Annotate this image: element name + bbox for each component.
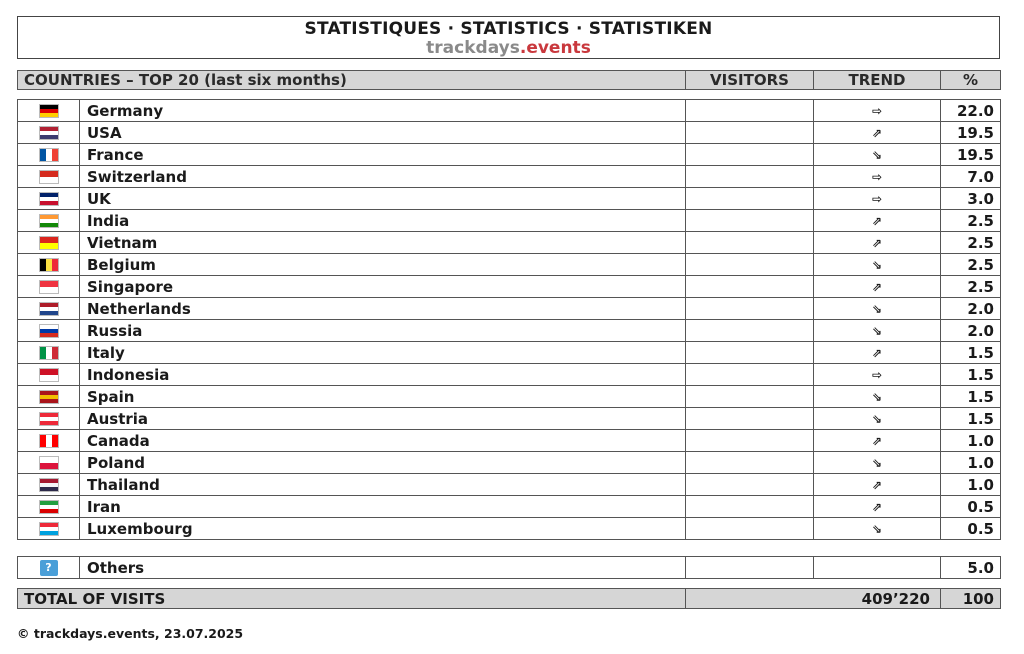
- trend-icon: ⇗: [814, 122, 941, 144]
- belgium-flag-icon: [39, 258, 59, 272]
- trend-icon: ⇘: [814, 298, 941, 320]
- visitors-cell: [686, 100, 814, 122]
- country-name: France: [80, 144, 686, 166]
- visitors-cell: [686, 496, 814, 518]
- visitors-cell: [686, 320, 814, 342]
- indonesia-flag-icon: [39, 368, 59, 382]
- others-trend: [814, 557, 941, 579]
- table-row: [18, 210, 1001, 232]
- flag-cell: [18, 364, 80, 386]
- percent-value: 1.5: [941, 408, 1001, 430]
- russia-flag-icon: [39, 324, 59, 338]
- country-name: Poland: [80, 452, 686, 474]
- country-name: Switzerland: [80, 166, 686, 188]
- trend-icon: ⇗: [814, 342, 941, 364]
- visitors-cell: [686, 144, 814, 166]
- visitors-cell: [686, 122, 814, 144]
- visitors-cell: [686, 430, 814, 452]
- header-visitors: VISITORS: [686, 71, 814, 90]
- country-name: Iran: [80, 496, 686, 518]
- flag-cell: [18, 166, 80, 188]
- trend-icon: ⇗: [814, 232, 941, 254]
- country-name: Indonesia: [80, 364, 686, 386]
- visitors-cell: [686, 452, 814, 474]
- percent-value: 1.5: [941, 342, 1001, 364]
- trend-icon: ⇘: [814, 518, 941, 540]
- table-row: [18, 166, 1001, 188]
- vietnam-flag-icon: [39, 236, 59, 250]
- flag-cell: [18, 188, 80, 210]
- title-box: [17, 16, 1000, 59]
- country-name: USA: [80, 122, 686, 144]
- table-row: [18, 408, 1001, 430]
- visitors-cell: [686, 342, 814, 364]
- table-row: [18, 430, 1001, 452]
- country-name: Thailand: [80, 474, 686, 496]
- flag-cell: [18, 342, 80, 364]
- flag-cell: [18, 122, 80, 144]
- country-name: Spain: [80, 386, 686, 408]
- visitors-cell: [686, 518, 814, 540]
- table-row: [18, 342, 1001, 364]
- visitors-cell: [686, 210, 814, 232]
- table-row: [18, 122, 1001, 144]
- trend-icon: ⇨: [814, 364, 941, 386]
- table-row: [18, 496, 1001, 518]
- flag-cell: [18, 452, 80, 474]
- flag-cell: [18, 144, 80, 166]
- header-percent: %: [941, 71, 1001, 90]
- trend-icon: ⇨: [814, 166, 941, 188]
- percent-value: 1.5: [941, 364, 1001, 386]
- flag-cell: [18, 254, 80, 276]
- visitors-cell: [686, 254, 814, 276]
- germany-flag-icon: [39, 104, 59, 118]
- flag-cell: [18, 276, 80, 298]
- trend-icon: ⇘: [814, 408, 941, 430]
- country-name: Russia: [80, 320, 686, 342]
- flag-cell: [18, 408, 80, 430]
- spain-flag-icon: [39, 390, 59, 404]
- flag-cell: [18, 320, 80, 342]
- percent-value: 19.5: [941, 122, 1001, 144]
- trend-icon: ⇘: [814, 386, 941, 408]
- total-label: TOTAL OF VISITS: [18, 589, 686, 609]
- others-visitors: [686, 557, 814, 579]
- trend-icon: ⇗: [814, 496, 941, 518]
- visitors-cell: [686, 298, 814, 320]
- visitors-cell: [686, 188, 814, 210]
- visitors-cell: [686, 408, 814, 430]
- france-flag-icon: [39, 148, 59, 162]
- header-countries: COUNTRIES – TOP 20 (last six months): [18, 71, 686, 90]
- total-percent: 100: [941, 589, 1001, 609]
- flag-cell: [18, 474, 80, 496]
- table-row: [18, 298, 1001, 320]
- table-row: [18, 386, 1001, 408]
- uk-flag-icon: [39, 192, 59, 206]
- percent-value: 2.0: [941, 320, 1001, 342]
- table-row: [18, 232, 1001, 254]
- country-name: Netherlands: [80, 298, 686, 320]
- others-label: Others: [80, 557, 686, 579]
- table-row: [18, 188, 1001, 210]
- austria-flag-icon: [39, 412, 59, 426]
- percent-value: 1.0: [941, 430, 1001, 452]
- countries-table: [17, 99, 1001, 540]
- india-flag-icon: [39, 214, 59, 228]
- table-row: [18, 144, 1001, 166]
- percent-value: 2.5: [941, 210, 1001, 232]
- country-name: India: [80, 210, 686, 232]
- visitors-cell: [686, 364, 814, 386]
- italy-flag-icon: [39, 346, 59, 360]
- country-name: UK: [80, 188, 686, 210]
- trend-icon: ⇘: [814, 452, 941, 474]
- others-percent: 5.0: [941, 557, 1001, 579]
- table-row: [18, 254, 1001, 276]
- switzerland-flag-icon: [39, 170, 59, 184]
- trend-icon: ⇗: [814, 474, 941, 496]
- country-name: Belgium: [80, 254, 686, 276]
- flag-cell: [18, 518, 80, 540]
- singapore-flag-icon: [39, 280, 59, 294]
- percent-value: 2.5: [941, 276, 1001, 298]
- trend-icon: ⇘: [814, 320, 941, 342]
- brand-name: [18, 39, 999, 57]
- trend-icon: ⇘: [814, 144, 941, 166]
- trend-icon: ⇗: [814, 276, 941, 298]
- footer-copyright: © trackdays.events, 23.07.2025: [17, 626, 244, 641]
- canada-flag-icon: [39, 434, 59, 448]
- flag-cell: [18, 100, 80, 122]
- trend-icon: ⇨: [814, 100, 941, 122]
- country-name: Austria: [80, 408, 686, 430]
- percent-value: 7.0: [941, 166, 1001, 188]
- percent-value: 2.0: [941, 298, 1001, 320]
- trend-icon: ⇨: [814, 188, 941, 210]
- flag-cell: [18, 210, 80, 232]
- trend-icon: ⇘: [814, 254, 941, 276]
- percent-value: 3.0: [941, 188, 1001, 210]
- percent-value: 1.5: [941, 386, 1001, 408]
- country-name: Canada: [80, 430, 686, 452]
- thailand-flag-icon: [39, 478, 59, 492]
- total-table: [17, 588, 1001, 609]
- total-row: [18, 589, 1001, 609]
- usa-flag-icon: [39, 126, 59, 140]
- others-table: [17, 556, 1001, 579]
- country-name: Singapore: [80, 276, 686, 298]
- table-row: [18, 276, 1001, 298]
- visitors-cell: [686, 474, 814, 496]
- iran-flag-icon: [39, 500, 59, 514]
- percent-value: 0.5: [941, 518, 1001, 540]
- percent-value: 1.0: [941, 474, 1001, 496]
- percent-value: 0.5: [941, 496, 1001, 518]
- table-header: [17, 70, 1001, 90]
- poland-flag-icon: [39, 456, 59, 470]
- trend-icon: ⇗: [814, 430, 941, 452]
- question-icon: ?: [40, 560, 58, 576]
- brand-name-part2: .events: [519, 38, 591, 58]
- netherlands-flag-icon: [39, 302, 59, 316]
- flag-cell: [18, 298, 80, 320]
- flag-cell: [18, 386, 80, 408]
- trend-icon: ⇗: [814, 210, 941, 232]
- table-row: [18, 518, 1001, 540]
- percent-value: 22.0: [941, 100, 1001, 122]
- percent-value: 2.5: [941, 232, 1001, 254]
- country-name: Luxembourg: [80, 518, 686, 540]
- others-row: [18, 557, 1001, 579]
- table-row: [18, 100, 1001, 122]
- visitors-cell: [686, 166, 814, 188]
- country-name: Italy: [80, 342, 686, 364]
- flag-cell: [18, 232, 80, 254]
- visitors-cell: [686, 276, 814, 298]
- country-name: Vietnam: [80, 232, 686, 254]
- percent-value: 1.0: [941, 452, 1001, 474]
- brand-name-part1: trackdays: [426, 38, 520, 58]
- flag-cell: [18, 430, 80, 452]
- flag-cell: [18, 496, 80, 518]
- table-row: [18, 452, 1001, 474]
- percent-value: 19.5: [941, 144, 1001, 166]
- total-visits: 409’220: [686, 589, 941, 609]
- others-icon-cell: [18, 557, 80, 579]
- page-title: STATISTIQUES · STATISTICS · STATISTIKEN: [304, 19, 713, 39]
- table-row: [18, 474, 1001, 496]
- luxembourg-flag-icon: [39, 522, 59, 536]
- header-trend: TREND: [814, 71, 941, 90]
- visitors-cell: [686, 386, 814, 408]
- table-row: [18, 320, 1001, 342]
- percent-value: 2.5: [941, 254, 1001, 276]
- table-row: [18, 364, 1001, 386]
- country-name: Germany: [80, 100, 686, 122]
- visitors-cell: [686, 232, 814, 254]
